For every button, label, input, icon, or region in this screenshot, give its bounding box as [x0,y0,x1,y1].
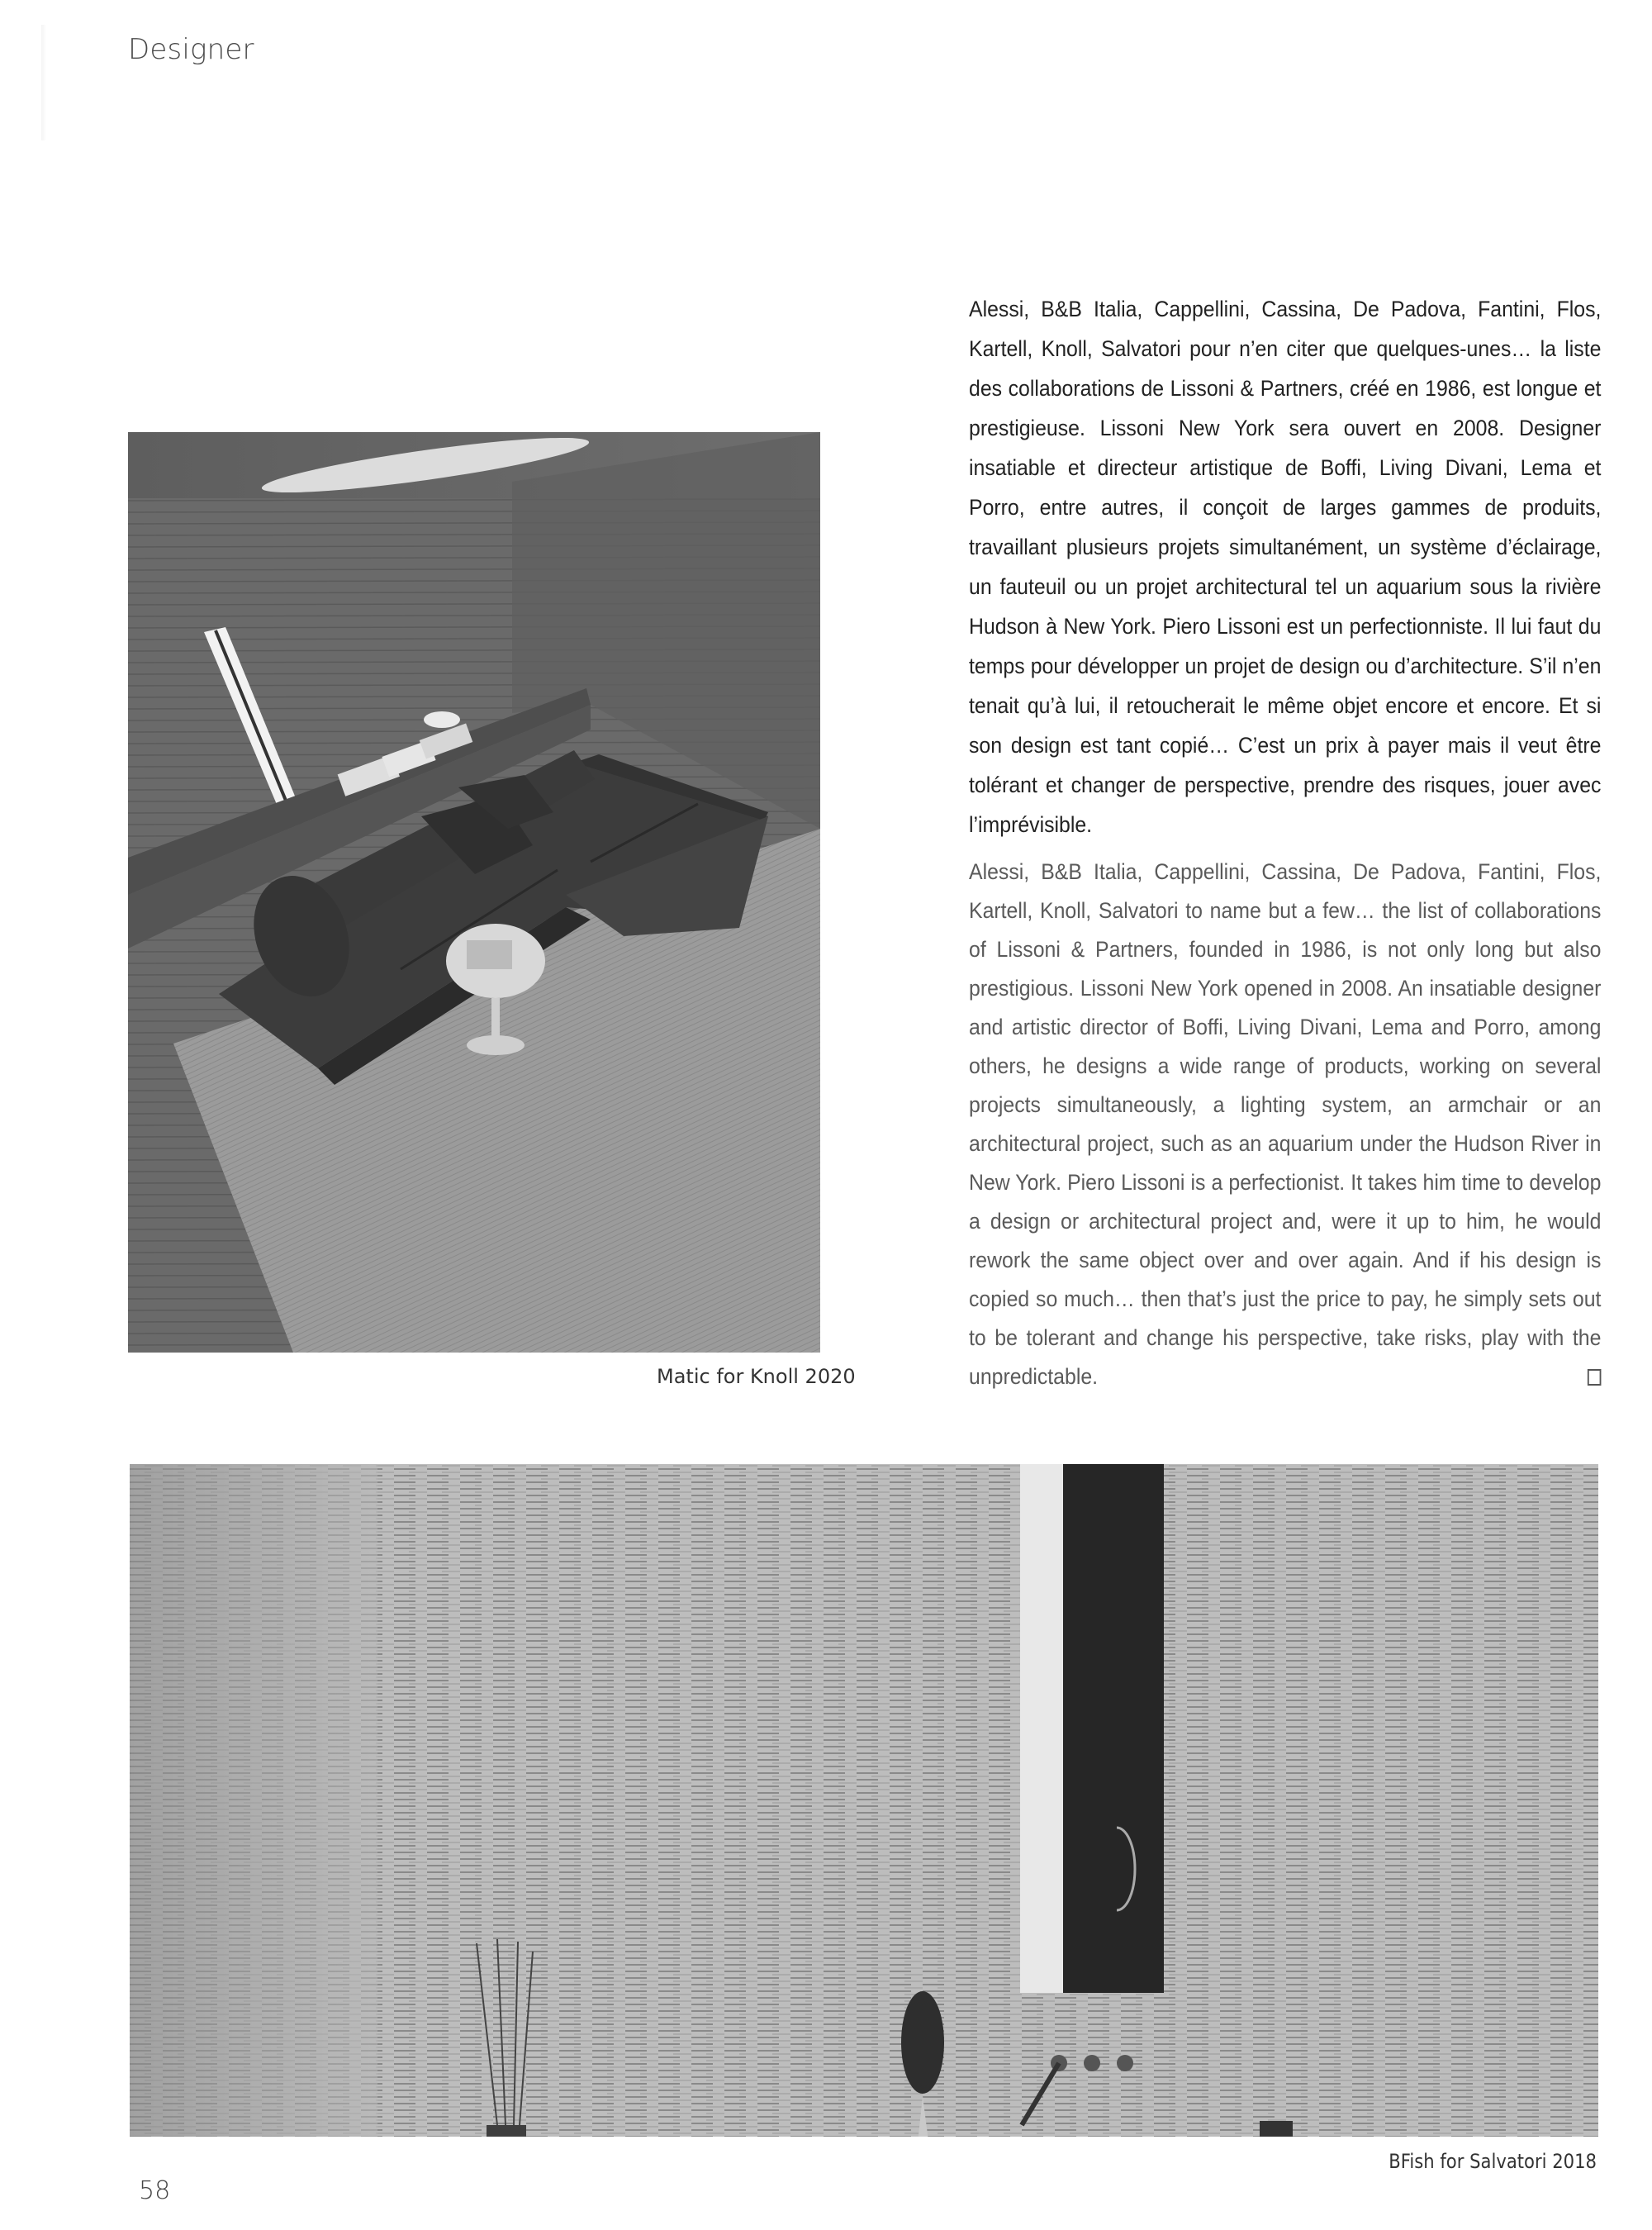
section-label: Designer [128,33,254,66]
figure-caption-bfish: BFish for Salvatori 2018 [1389,2150,1597,2173]
page-number: 58 [139,2176,171,2205]
english-paragraph-text: Alessi, B&B Italia, Cappellini, Cassina, De Padova, Fantini, Flos, Kartell, Knoll, Salvatori to name but a few… the list of collaborations of Lissoni & Partners, founded in 1986, is not only long but also prestigious. Lissoni New York opened in 2008. An insatiable designer and artistic director of Boffi, Living Divani, Lema and Porro, among others, he designs a wide range of products, working on several projects simultaneously, a lighting system, an armchair or an architectural project, such as an aquarium under the Hudson River in New York. Piero Lissoni is a perfectionist. It takes him time to develop a design or architectural project and, were it up to him, he would rework the same object over and over again. And if his design is copied so much… then that’s just the price to pay, he simply sets out to be tolerant and change his perspective, take risks, play with the unpredictable. [969,859,1602,1389]
sofa-room-illustration [128,432,820,1353]
article-paragraph-english [969,853,1601,1396]
article-paragraph-french: Alessi, B&B Italia, Cappellini, Cassina, De Padova, Fantini, Flos, Kartell, Knoll, Salvatori pour n’en citer que quelques-unes… la liste des collaborations de Lissoni & Partners, créé en 1986, est longue et prestigieuse. Lissoni New York sera ouvert en 2008. Designer insatiable et directeur artistique de Boffi, Living Divani, Lema et Porro, entre autres, il conçoit de larges gammes de produits, travaillant plusieurs projets simultanément, un système d’éclairage, un fauteuil ou un projet architectural tel un aquarium sous la rivière Hudson à New York. Piero Lissoni est un perfectionniste. Il lui faut du temps pour développer un projet de design ou d’architecture. S’il n’en tenait qu’à lui, il retoucherait le même objet encore et encore. Et si son design est tant copié… C’est un prix à payer mais il veut être tolérant et changer de perspective, prendre des risques, jouer avec l’imprévisible. [969,297,1602,837]
hollow-square-icon [1588,1369,1602,1386]
bathroom-vanity-illustration [130,1464,1598,2137]
figure-matic-photo [128,432,820,1353]
figure-bfish-photo [130,1464,1598,2137]
figure-caption-matic: Matic for Knoll 2020 [657,1365,856,1388]
page-edge-shadow [41,25,46,140]
